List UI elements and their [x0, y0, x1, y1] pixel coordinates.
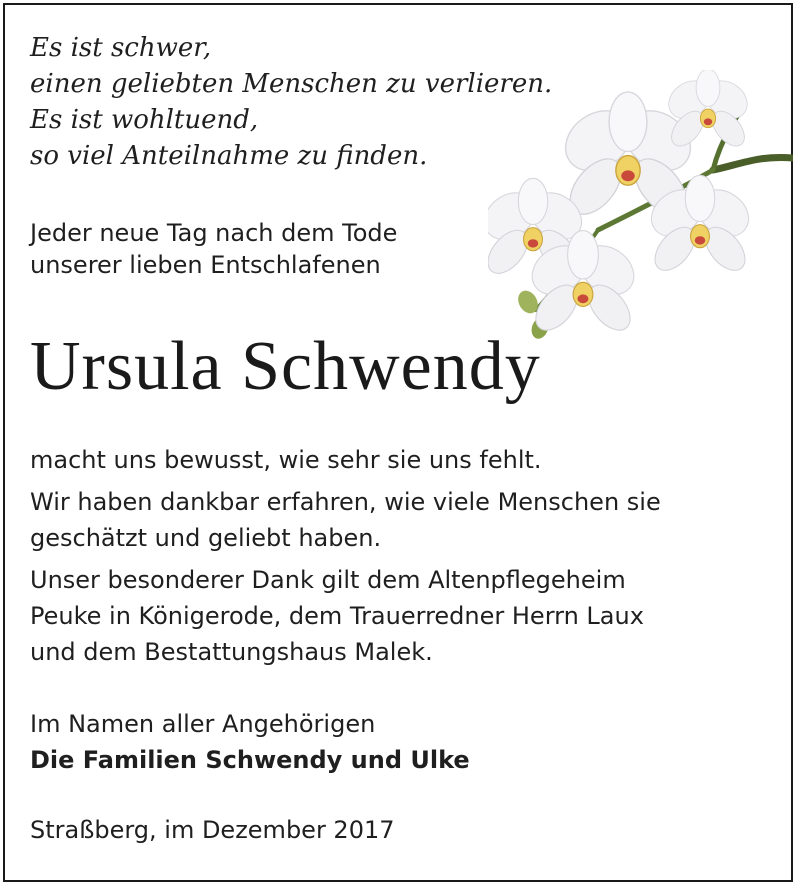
intro-line: unserer lieben Entschlafenen — [30, 251, 381, 279]
body-paragraph — [30, 562, 661, 670]
orchid-flower-image — [488, 70, 793, 345]
signature-block — [30, 706, 470, 778]
body-line: und dem Bestattungshaus Malek. — [30, 638, 433, 666]
poem-block — [30, 30, 552, 174]
body-line: Wir haben dankbar erfahren, wie viele Menschen sie — [30, 488, 661, 516]
body-line: Unser besonderer Dank gilt dem Altenpflegeheim — [30, 566, 626, 594]
body-paragraph — [30, 484, 661, 556]
poem-line: einen geliebten Menschen zu verlieren. — [30, 69, 553, 99]
deceased-name: Ursula Schwendy — [30, 328, 541, 405]
poem-line: Es ist schwer, — [30, 33, 212, 63]
intro-block — [30, 217, 397, 281]
intro-line: Jeder neue Tag nach dem Tode — [30, 219, 398, 247]
signature-intro: Im Namen aller Angehörigen — [30, 710, 376, 738]
body-text — [30, 442, 661, 676]
body-line: geschätzt und geliebt haben. — [30, 524, 382, 552]
poem-line: so viel Anteilnahme zu finden. — [30, 141, 428, 171]
place-date: Straßberg, im Dezember 2017 — [30, 816, 395, 844]
family-names: Die Familien Schwendy und Ulke — [30, 746, 470, 774]
body-paragraph: macht uns bewusst, wie sehr sie uns fehlt. — [30, 446, 542, 474]
body-line: Peuke in Königerode, dem Trauerredner Herrn Laux — [30, 602, 644, 630]
poem-line: Es ist wohltuend, — [30, 105, 259, 135]
